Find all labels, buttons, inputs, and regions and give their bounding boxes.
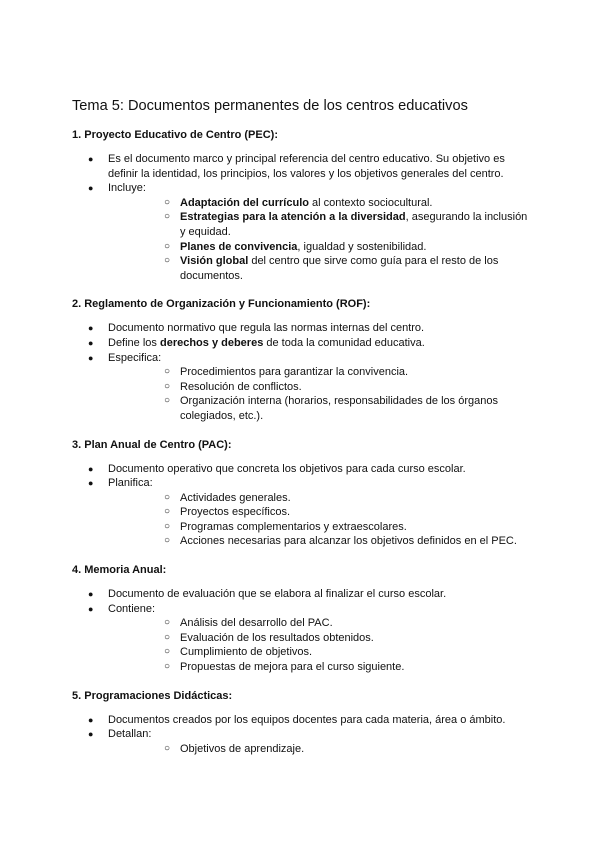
- bullet-icon: ●: [88, 478, 94, 489]
- text-run: Resolución de conflictos.: [180, 380, 302, 393]
- bullet-icon: ●: [88, 183, 94, 194]
- sub-list-item: [108, 394, 532, 423]
- list-item: [72, 321, 532, 336]
- sub-list-item: [108, 210, 532, 239]
- bullet-icon: ●: [88, 714, 94, 725]
- bold-text: Estrategias para la atención a la diversidad: [180, 211, 406, 224]
- sub-list-item: [108, 254, 532, 283]
- sub-bullet-list: [108, 616, 532, 674]
- circle-bullet-icon: ○: [164, 661, 171, 673]
- list-item: [72, 602, 532, 675]
- list-item: [72, 351, 532, 424]
- bullet-list: [72, 713, 532, 757]
- text-run: Proyectos específicos.: [180, 506, 291, 519]
- text-run: Documento operativo que concreta los objetivos para cada curso escolar.: [108, 462, 466, 475]
- text-run: Programas complementarios y extraescolares.: [180, 520, 407, 533]
- text-run: Documento de evaluación que se elabora al finalizar el curso escolar.: [108, 588, 447, 601]
- sub-list-item: [108, 505, 532, 520]
- list-item: [72, 476, 532, 549]
- text-run: Propuestas de mejora para el curso siguiente.: [180, 661, 405, 674]
- circle-bullet-icon: ○: [164, 491, 171, 503]
- text-run: Define los: [108, 336, 160, 349]
- text-run: Es el documento marco y principal referencia del centro educativo. Su objetivo es definir la identidad, los principios, los valores y los objetivos generales del centro.: [108, 153, 505, 180]
- text-run: Documentos creados por los equipos docentes para cada materia, área o ámbito.: [108, 713, 506, 726]
- sub-bullet-list: [108, 491, 532, 549]
- circle-bullet-icon: ○: [164, 240, 171, 252]
- list-item: [72, 713, 532, 728]
- bullet-icon: ●: [88, 463, 94, 474]
- text-run: Procedimientos para garantizar la convivencia.: [180, 366, 409, 379]
- section-heading: 4. Memoria Anual:: [72, 564, 167, 577]
- circle-bullet-icon: ○: [164, 255, 171, 267]
- circle-bullet-icon: ○: [164, 380, 171, 392]
- bullet-icon: ●: [88, 729, 94, 740]
- bold-text: Adaptación del currículo: [180, 196, 309, 209]
- text-run: Actividades generales.: [180, 491, 291, 504]
- sub-bullet-list: [108, 742, 532, 757]
- sub-list-item: [108, 534, 532, 549]
- circle-bullet-icon: ○: [164, 506, 171, 518]
- list-item: [72, 336, 532, 351]
- sub-list-item: [108, 365, 532, 380]
- sub-list-item: [108, 631, 532, 646]
- circle-bullet-icon: ○: [164, 395, 171, 407]
- bullet-list: [72, 152, 532, 283]
- sub-list-item: [108, 742, 532, 757]
- bullet-icon: ●: [88, 589, 94, 600]
- section-heading: 2. Reglamento de Organización y Funcionamiento (ROF):: [72, 298, 371, 311]
- sub-list-item: [108, 240, 532, 255]
- sub-bullet-list: [108, 365, 532, 423]
- bold-text: derechos y deberes: [159, 336, 264, 349]
- text-run: del centro que sirve como guía para el resto de los documentos.: [180, 255, 499, 282]
- list-item: [72, 152, 532, 181]
- document-page: [72, 96, 532, 770]
- sub-list-item: [108, 616, 532, 631]
- list-item: [72, 727, 532, 756]
- text-run: Organización interna (horarios, responsabilidades de los órganos colegiados, etc.).: [180, 395, 498, 422]
- bullet-list: [72, 587, 532, 675]
- circle-bullet-icon: ○: [164, 535, 171, 547]
- page-title: Tema 5: Documentos permanentes de los centros educativos: [72, 98, 468, 114]
- bold-text: Planes de convivencia: [180, 240, 298, 253]
- bold-text: Visión global: [180, 255, 249, 268]
- bullet-icon: ●: [88, 352, 94, 363]
- text-run: de toda la comunidad educativa.: [263, 336, 425, 349]
- sub-list-item: [108, 660, 532, 675]
- circle-bullet-icon: ○: [164, 211, 171, 223]
- sub-list-item: [108, 520, 532, 535]
- circle-bullet-icon: ○: [164, 646, 171, 658]
- bullet-icon: ●: [88, 323, 94, 334]
- list-item: [72, 181, 532, 283]
- circle-bullet-icon: ○: [164, 520, 171, 532]
- text-run: Análisis del desarrollo del PAC.: [180, 617, 333, 630]
- sub-list-item: [108, 196, 532, 211]
- sub-bullet-list: [108, 196, 532, 284]
- text-run: Evaluación de los resultados obtenidos.: [180, 631, 374, 644]
- circle-bullet-icon: ○: [164, 631, 171, 643]
- section-heading: 1. Proyecto Educativo de Centro (PEC):: [72, 129, 278, 141]
- bullet-icon: ●: [88, 337, 94, 348]
- text-run: Documento normativo que regula las normas internas del centro.: [108, 322, 425, 335]
- sub-list-item: [108, 491, 532, 506]
- text-run: Detallan:: [108, 728, 152, 741]
- text-run: Incluye:: [108, 182, 146, 195]
- bullet-list: [72, 321, 532, 423]
- circle-bullet-icon: ○: [164, 196, 171, 208]
- list-item: [72, 587, 532, 602]
- text-run: Contiene:: [108, 602, 156, 615]
- list-item: [72, 462, 532, 477]
- bullet-list: [72, 462, 532, 550]
- sub-list-item: [108, 380, 532, 395]
- section-heading: 3. Plan Anual de Centro (PAC):: [72, 438, 232, 451]
- bullet-icon: ●: [88, 603, 94, 614]
- circle-bullet-icon: ○: [164, 617, 171, 629]
- section-heading: 5. Programaciones Didácticas:: [72, 689, 233, 702]
- text-run: Especifica:: [108, 351, 162, 364]
- sections-container: [72, 128, 532, 756]
- text-run: Acciones necesarias para alcanzar los objetivos definidos en el PEC.: [180, 535, 517, 548]
- text-run: , asegurando la inclusión y equidad.: [180, 211, 528, 238]
- text-run: al contexto sociocultural.: [308, 196, 433, 209]
- text-run: , igualdad y sostenibilidad.: [297, 240, 427, 253]
- circle-bullet-icon: ○: [164, 366, 171, 378]
- circle-bullet-icon: ○: [164, 742, 171, 754]
- sub-list-item: [108, 645, 532, 660]
- text-run: Cumplimiento de objetivos.: [180, 646, 313, 659]
- bullet-icon: ●: [88, 154, 94, 164]
- text-run: Objetivos de aprendizaje.: [180, 742, 305, 755]
- text-run: Planifica:: [108, 477, 153, 490]
